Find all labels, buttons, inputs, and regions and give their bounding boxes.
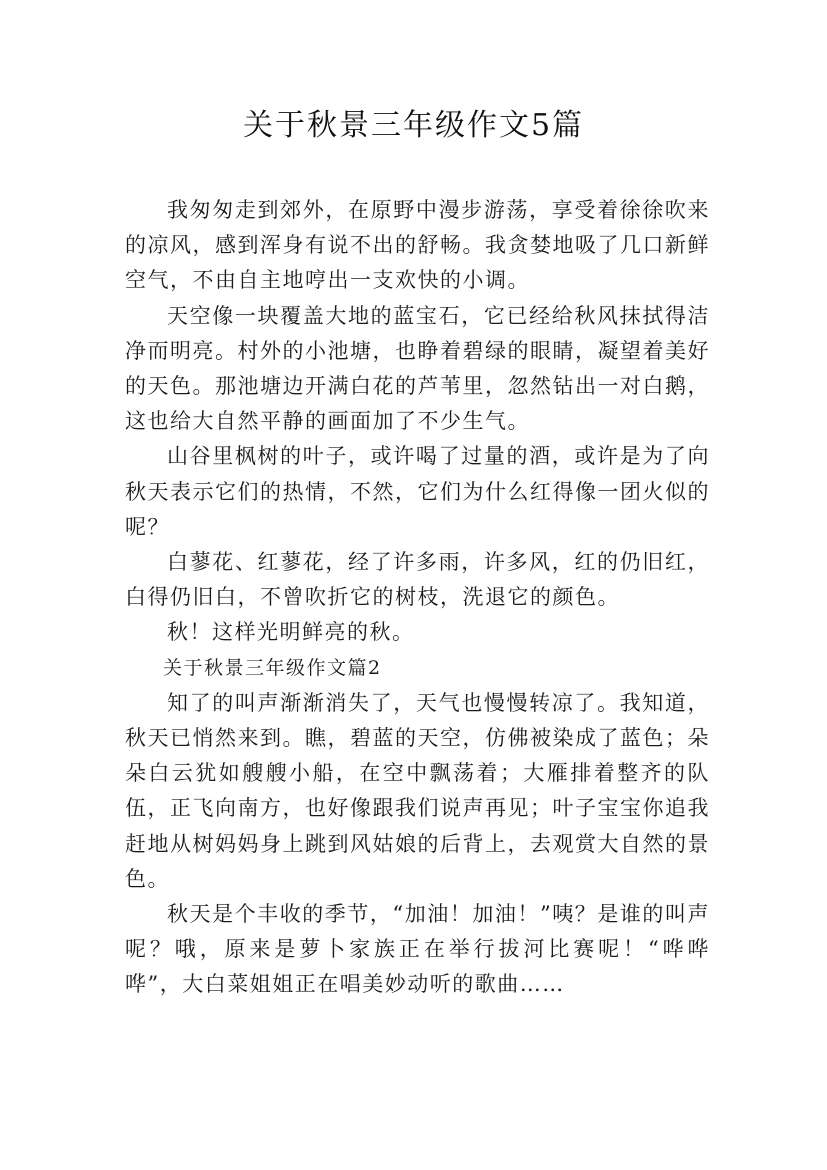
paragraph-6: 知了的叫声渐渐消失了，天气也慢慢转凉了。我知道，秋天已悄然来到。瞧，碧蓝的天空，仿佛被染成了蓝色；朵朵白云犹如艘艘小船，在空中飘荡着；大雁排着整齐的队伍，正飞向南方，也好像跟我们说声再见；叶子宝宝你追我赶地从树妈妈身上跳到风姑娘的后背上，去观赏大自然的景色。 <box>125 690 710 891</box>
paragraph-7: 秋天是个丰收的季节，“加油！加油！”咦？是谁的叫声呢？哦，原来是萝卜家族正在举行拔河比赛呢！“哗哗哗”，大白菜姐姐正在唱美妙动听的歌曲…… <box>125 902 710 997</box>
paragraph-4: 白蓼花、红蓼花，经了许多雨，许多风，红的仍旧红，白得仍旧白，不曾吹折它的树枝，洗退它的颜色。 <box>125 550 710 610</box>
document-title: 关于秋景三年级作文5篇 <box>242 108 585 143</box>
paragraph-2: 天空像一块覆盖大地的蓝宝石，它已经给秋风抹拭得洁净而明亮。村外的小池塘，也睁着碧绿的眼睛，凝望着美好的天色。那池塘边开满白花的芦苇里，忽然钻出一对白鹅，这也给大自然平静的画面加了不少生气。 <box>125 303 710 434</box>
section-heading: 关于秋景三年级作文篇2 <box>163 656 382 679</box>
document-body <box>125 193 710 1003</box>
paragraph-1: 我匆匆走到郊外，在原野中漫步游荡，享受着徐徐吹来的凉风，感到浑身有说不出的舒畅。我贪婪地吸了几口新鲜空气，不由自主地哼出一支欢快的小调。 <box>125 198 710 293</box>
paragraph-3: 山谷里枫树的叶子，或许喝了过量的酒，或许是为了向秋天表示它们的热情，不然，它们为什么红得像一团火似的呢？ <box>125 444 710 539</box>
paragraph-5: 秋！这样光明鲜亮的秋。 <box>167 620 415 645</box>
